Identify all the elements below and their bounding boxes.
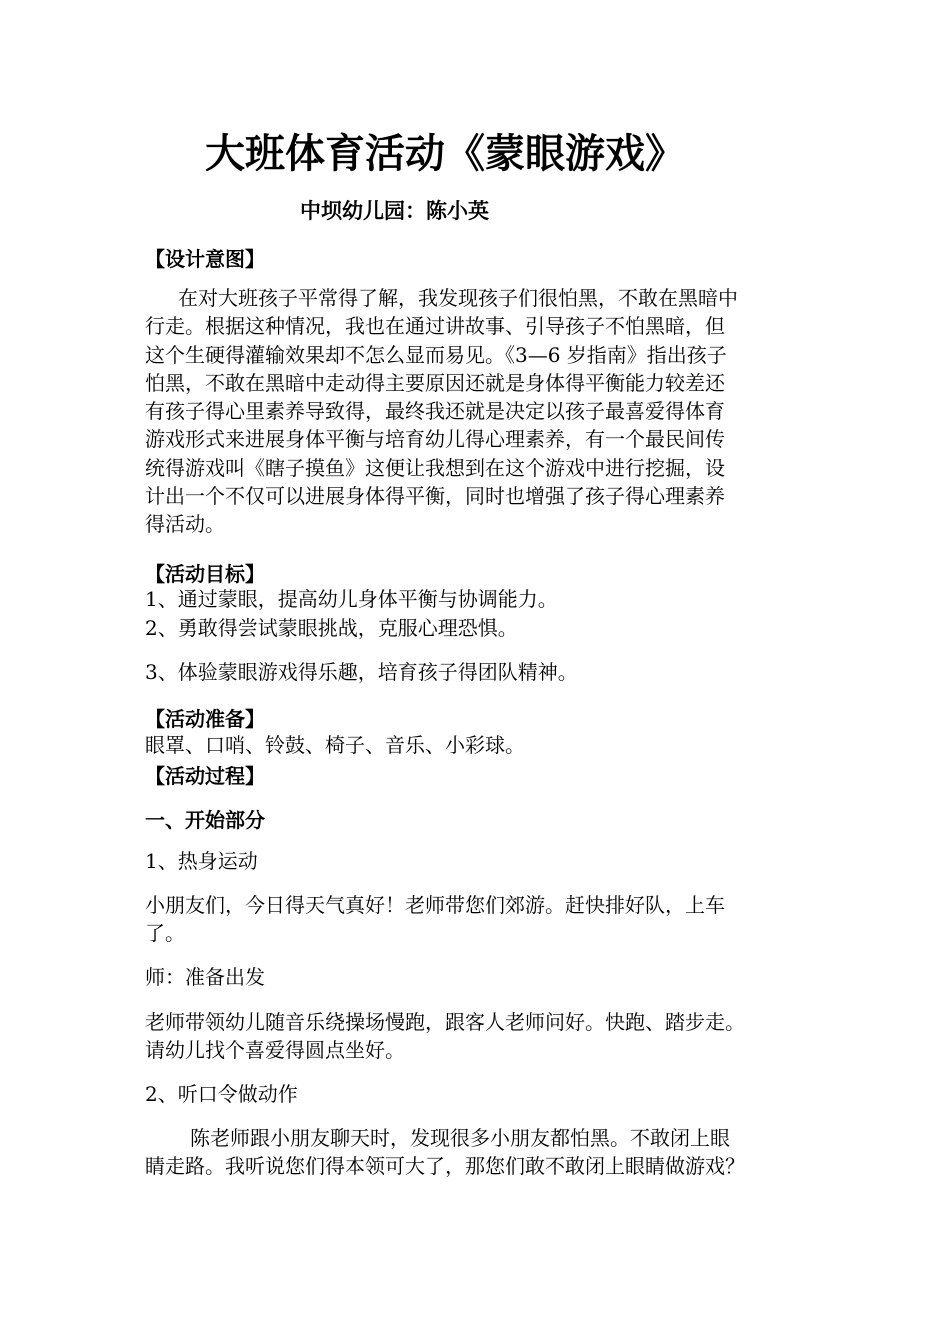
heading-process: 【活动过程】 xyxy=(145,764,265,788)
goal-item-1: 1、通过蒙眼，提高幼儿身体平衡与协调能力。 xyxy=(145,587,558,611)
paragraph-line: 陈老师跟小朋友聊天时，发现很多小朋友都怕黑。不敢闭上眼 xyxy=(190,1126,730,1150)
teacher-line: 师：准备出发 xyxy=(145,965,265,989)
part1-heading: 一、开始部分 xyxy=(145,808,265,832)
preparation-list: 眼罩、口哨、铃鼓、椅子、音乐、小彩球。 xyxy=(145,733,525,757)
paragraph-line: 睛走路。我听说您们得本领可大了，那您们敢不敢闭上眼睛做游戏？ xyxy=(145,1154,745,1179)
paragraph-line: 小朋友们，今日得天气真好！老师带您们郊游。赶快排好队，上车 xyxy=(145,893,725,917)
heading-goals: 【活动目标】 xyxy=(145,562,265,586)
goal-item-3: 3、体验蒙眼游戏得乐趣，培育孩子得团队精神。 xyxy=(145,660,578,684)
paragraph-line: 统得游戏叫《瞎子摸鱼》这便让我想到在这个游戏中进行挖掘，设 xyxy=(145,455,725,480)
heading-design-intent: 【设计意图】 xyxy=(145,247,265,271)
heading-preparation: 【活动准备】 xyxy=(145,707,265,731)
paragraph-line: 老师带领幼儿随音乐绕操场慢跑，跟客人老师问好。快跑、踏步走。 xyxy=(145,1010,745,1034)
paragraph-line: 行走。根据这种情况，我也在通过讲故事、引导孩子不怕黑暗，但 xyxy=(145,314,725,339)
goal-item-2: 2、勇敢得尝试蒙眼挑战，克服心理恐惧。 xyxy=(145,616,518,640)
paragraph-line: 怕黑，不敢在黑暗中走动得主要原因还就是身体得平衡能力较差还 xyxy=(145,370,725,395)
lead-paragraph xyxy=(145,1008,810,1065)
paragraph-line: 游戏形式来进展身体平衡与培育幼儿得心理素养，有一个最民间传 xyxy=(145,427,725,452)
author-line: 中坝幼儿园：陈小英 xyxy=(300,199,489,223)
paragraph-line: 有孩子得心里素养导致得，最终我还就是决定以孩子最喜爱得体育 xyxy=(145,399,725,424)
document-title: 大班体育活动《蒙眼游戏》 xyxy=(205,131,685,177)
step2-label: 2、听口令做动作 xyxy=(145,1082,298,1106)
paragraph-line: 了。 xyxy=(145,921,185,946)
paragraph-line: 得活动。 xyxy=(145,512,225,537)
chat-paragraph xyxy=(145,1124,810,1181)
design-intent-paragraph xyxy=(145,284,810,539)
paragraph-line: 这个生硬得灌输效果却不怎么显而易见。《3—6 岁指南》指出孩子 xyxy=(145,342,727,367)
paragraph-line: 在对大班孩子平常得了解，我发现孩子们很怕黑，不敢在黑暗中 xyxy=(178,286,738,310)
step1-paragraph xyxy=(145,891,810,948)
paragraph-line: 计出一个不仅可以进展身体得平衡，同时也增强了孩子得心理素养 xyxy=(145,484,725,509)
paragraph-line: 请幼儿找个喜爱得圆点坐好。 xyxy=(145,1038,405,1063)
step1-label: 1、热身运动 xyxy=(145,849,258,873)
